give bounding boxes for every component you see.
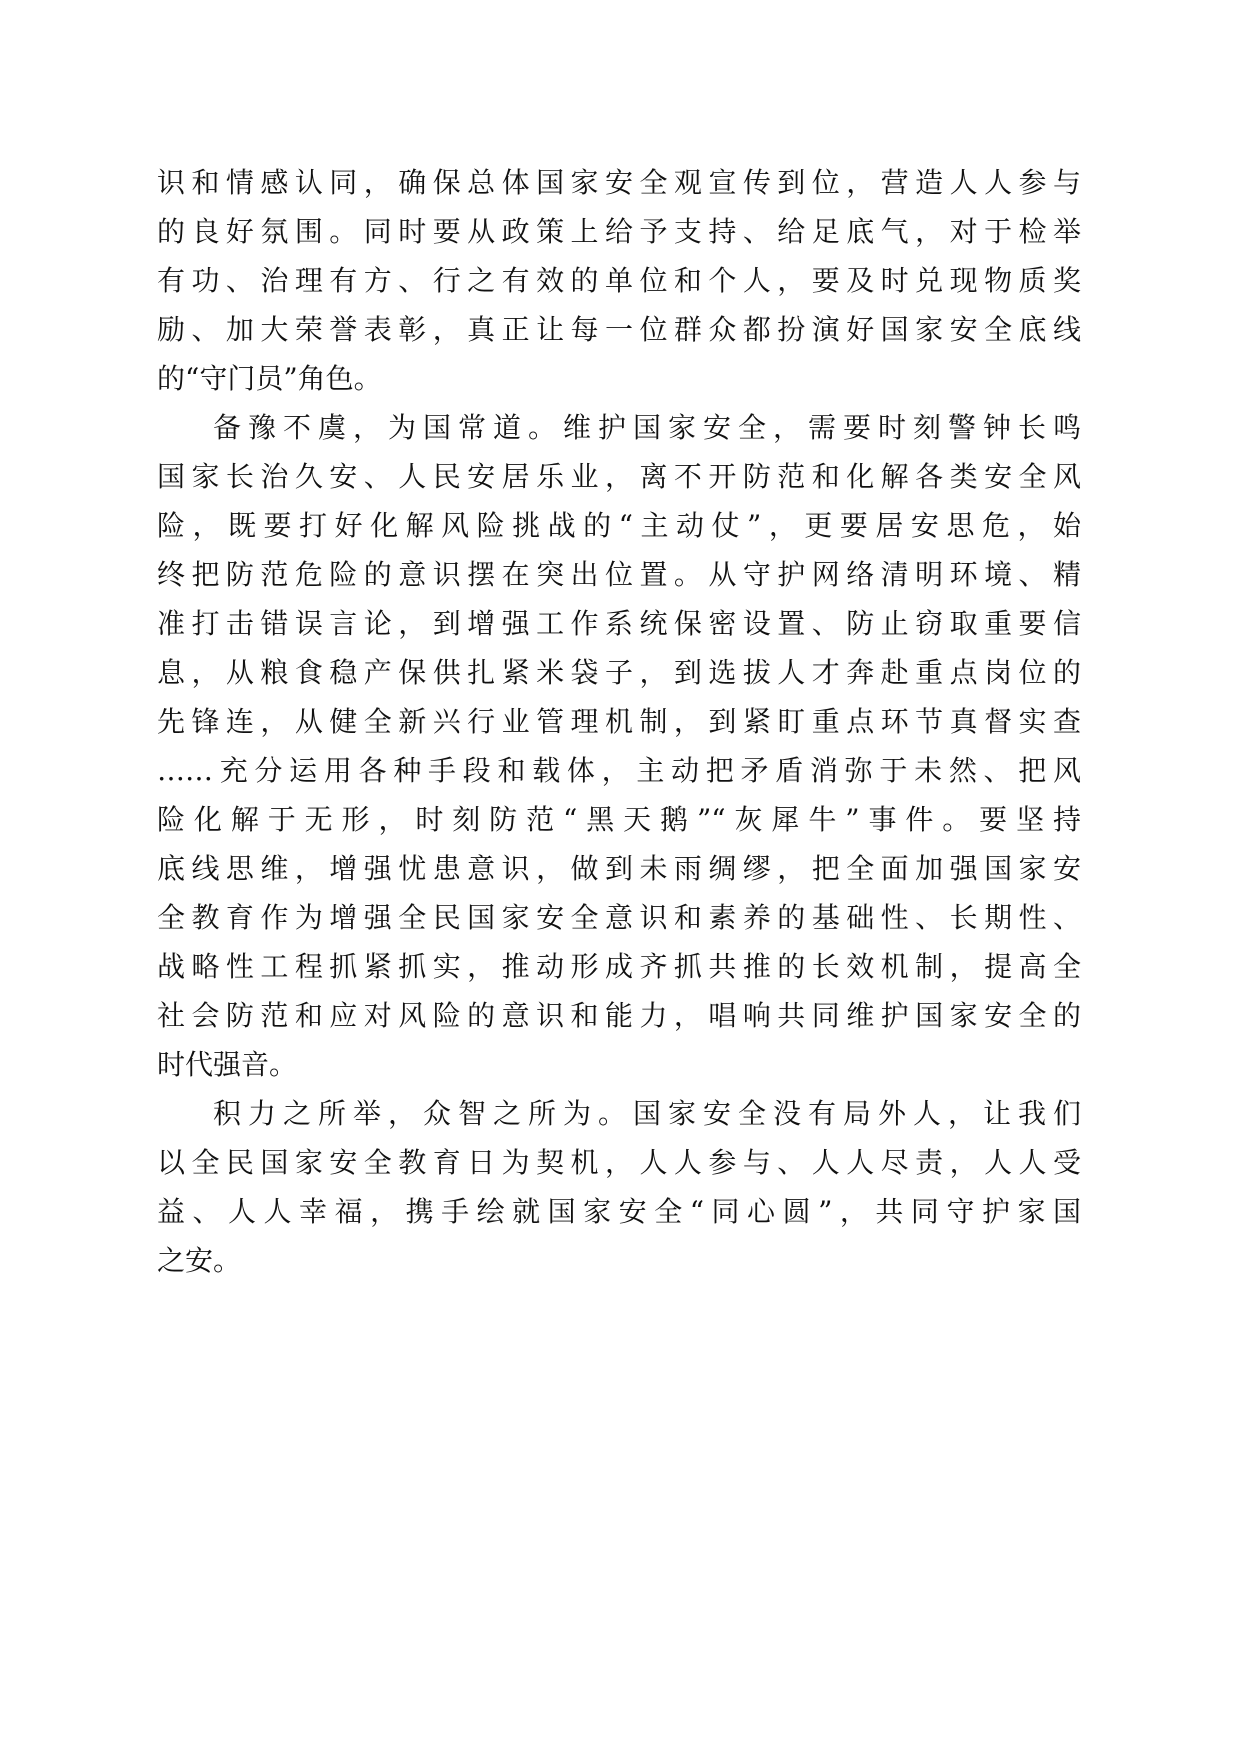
text-line: 先锋连，从健全新兴行业管理机制，到紧盯重点环节真督实查 <box>157 705 1081 738</box>
text-line: 险化解于无形，时刻防范“黑天鹅”“灰犀牛”事件。要坚持 <box>157 803 1081 836</box>
text-line: 险，既要打好化解风险挑战的“主动仗”，更要居安思危，始 <box>157 509 1081 542</box>
text-line: 终把防范危险的意识摆在突出位置。从守护网络清明环境、精 <box>157 558 1081 591</box>
text-line: 之安。 <box>157 1244 242 1277</box>
text-line: 励、加大荣誉表彰，真正让每一位群众都扮演好国家安全底线 <box>157 313 1081 346</box>
text-line: 战略性工程抓紧抓实，推动形成齐抓共推的长效机制，提高全 <box>157 950 1081 983</box>
paragraph-start-line: 积力之所举，众智之所为。国家安全没有局外人，让我们 <box>213 1097 1081 1130</box>
text-line: 准打击错误言论，到增强工作系统保密设置、防止窃取重要信 <box>157 607 1081 640</box>
text-line: 全教育作为增强全民国家安全意识和素养的基础性、长期性、 <box>157 901 1081 934</box>
text-line: 的“守门员”角色。 <box>157 362 382 395</box>
paragraph-start-line: 备豫不虞，为国常道。维护国家安全，需要时刻警钟长鸣 <box>213 411 1081 444</box>
text-line: 底线思维，增强忧患意识，做到未雨绸缪，把全面加强国家安 <box>157 852 1081 885</box>
text-line: 识和情感认同，确保总体国家安全观宣传到位，营造人人参与 <box>157 166 1081 199</box>
text-line: 有功、治理有方、行之有效的单位和个人，要及时兑现物质奖 <box>157 264 1081 297</box>
text-line: 社会防范和应对风险的意识和能力，唱响共同维护国家安全的 <box>157 999 1081 1032</box>
document-body <box>157 164 1081 1277</box>
text-line: ……充分运用各种手段和载体，主动把矛盾消弥于未然、把风 <box>157 754 1081 787</box>
text-line: 以全民国家安全教育日为契机，人人参与、人人尽责，人人受 <box>157 1146 1081 1179</box>
text-line: 时代强音。 <box>157 1048 298 1081</box>
text-line: 息，从粮食稳产保供扎紧米袋子，到选拔人才奔赴重点岗位的 <box>157 656 1081 689</box>
text-line: 的良好氛围。同时要从政策上给予支持、给足底气，对于检举 <box>157 215 1081 248</box>
text-line: 国家长治久安、人民安居乐业，离不开防范和化解各类安全风 <box>157 460 1081 493</box>
text-line: 益、人人幸福，携手绘就国家安全“同心圆”，共同守护家国 <box>157 1195 1081 1228</box>
